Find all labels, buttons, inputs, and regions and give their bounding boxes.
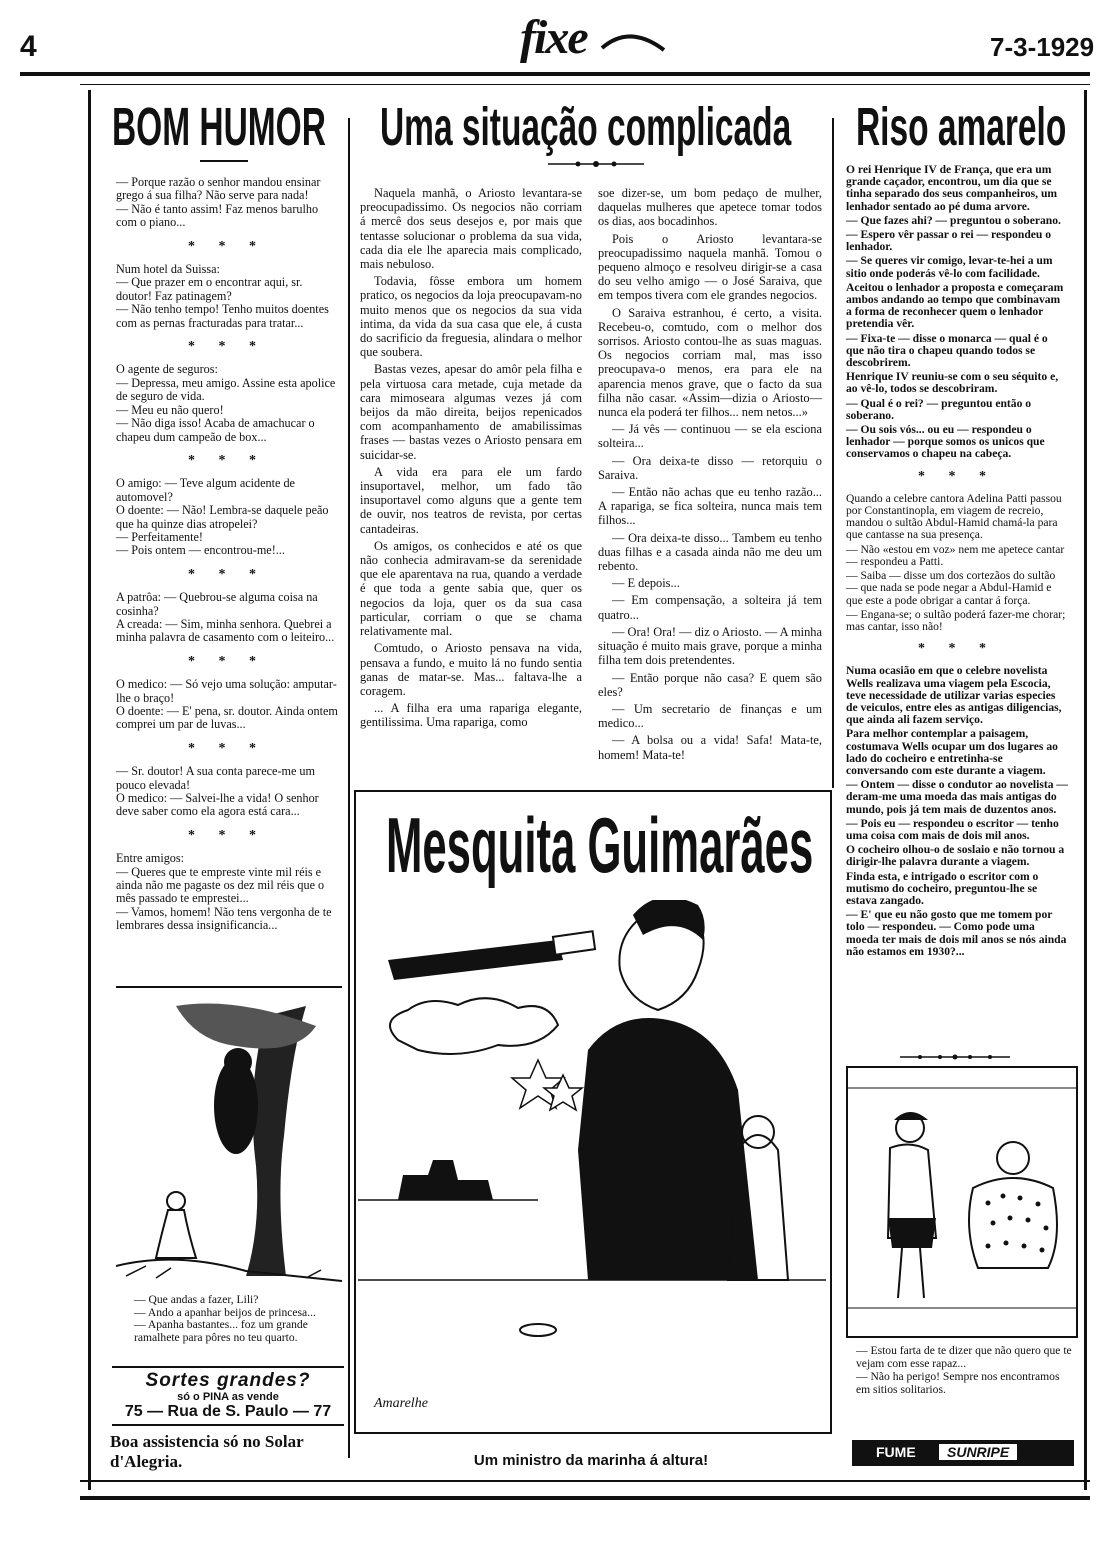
separator-stars: * * * xyxy=(188,653,266,669)
story-paragraph: — Ora deixa-te disso... Tambem eu tenho duas filhas e a casada ainda não me deu um rebento. xyxy=(598,530,822,574)
story-col-right xyxy=(598,186,822,765)
story-paragraph: — Fixa-te — disse o monarca — qual é o que não tira o chapeu quando todos se descobrirem. xyxy=(846,331,1048,370)
story-paragraph: — Já vês — continuou — se ela esciona solteira... xyxy=(598,422,822,451)
admiral-telescope-cartoon xyxy=(358,900,826,1426)
sunripe-ad xyxy=(852,1440,1074,1466)
joke: — Sr. doutor! A sua conta parece-me um pouco elevada! O medico: — Salvei-lhe a vida! O senhor deve saber como ela agora está cara... xyxy=(116,764,319,819)
column-divider xyxy=(832,118,834,788)
left-border xyxy=(88,90,91,1490)
story-paragraph: Finda esta, e intrigado o escritor com o mutismo do cocheiro, preguntou-lhe se estava zangado. xyxy=(846,869,1039,907)
story-paragraph: — Espero vêr passar o rei — respondeu o lenhador. xyxy=(846,228,1052,254)
story-paragraph: — Um secretario de finanças e um medico... xyxy=(598,701,822,731)
headline-riso-amarelo: Riso amarelo xyxy=(856,97,1067,157)
issue-date: 7-3-1929 xyxy=(990,32,1095,62)
story-paragraph: Aceitou o lenhador a proposta e começaram ambos andando ao tempo que combinavam a forma de reconhecer quem o lenhador pretendia vêr. xyxy=(846,280,1064,331)
joke: Num hotel da Suissa: — Que prazer em o encontrar aqui, sr. doutor! Faz patinagem? — Não tenho tempo! Tenho muitos doentes com as pernas fracturadas para tratar... xyxy=(116,262,329,330)
joke: O amigo: — Teve algum acidente de automovel? O doente: — Não! Lembra-se daquele peão que ha quinze dias atropelei? — Perfeitamente! — Pois ontem — encontrou-me!... xyxy=(116,476,329,558)
ornament-rule-icon xyxy=(548,158,644,170)
story-paragraph: Todavia, fôsse embora um homem pratico, os negocios da loja preocupavam-no muito menos que os negocios da sua vida intima, da vida da sua casa que ele, á custa do sacrificio da freguesia, alindara o melhor que soubera. xyxy=(360,274,582,360)
sunripe-ad-fume: FUME xyxy=(876,1444,916,1460)
logo-swash-icon xyxy=(600,28,670,54)
story-paragraph: — A bolsa ou a vida! Safa! Mata-te, homem! Mata-te! xyxy=(598,733,822,762)
story-paragraph: — Então porque não casa? E quem são eles? xyxy=(598,670,822,699)
story-paragraph: Naquela manhã, o Ariosto levantara-se preocupadissimo. Os negocios não corriam á mercê dos seus desejos e, por mais que tentasse solucionar o problema da sua vida, cada dia ele lhe aparecia mais complicado, mais nebuloso. xyxy=(360,186,582,272)
story-paragraph: — E depois... xyxy=(612,576,680,591)
separator-stars: * * * xyxy=(188,740,266,756)
story-paragraph: — Qual é o rei? — preguntou então o soberano. xyxy=(846,396,1032,422)
right-border xyxy=(1084,90,1087,1490)
jokes-column xyxy=(116,176,338,935)
story-paragraph: Pois o Ariosto levantara-se preocupadissimo naquela manhã. Tomou o pequeno almoço e resolveu dirigir-se a casa do seu velho amigo — o José Saraiva, que em tempos tivera com ele grandes negocios. xyxy=(598,231,822,303)
illustration-caption: Um ministro da marinha á altura! xyxy=(473,1452,709,1469)
story-paragraph: — Ou sois vós... ou eu — respondeu o lenhador — porque somos os unicos que conservamos o chapeu na cabeça. xyxy=(846,423,1045,461)
story-paragraph: Para melhor contemplar a paisagem, costumava Wells ocupar um dos lugares ao lado do cocheiro e entretinha-se conversando com este durante a viagem. xyxy=(846,727,1058,777)
pina-ad xyxy=(112,1366,344,1426)
separator-stars: * * * xyxy=(188,566,266,582)
pina-ad-address: 75 — Rua de S. Paulo — 77 xyxy=(124,1403,332,1420)
joke: A patrôa: — Quebrou-se alguma coisa na cosinha? A creada: — Sim, minha senhora. Quebrei a minha palavra de casamento com o leiteiro... xyxy=(116,590,335,645)
story-paragraph: Henrique IV reuniu-se com o seu séquito e, ao vê-lo, todos se descobriram. xyxy=(846,370,1059,396)
joke: Entre amigos: — Queres que te empreste vinte mil réis e ainda não me pagaste os dez mil réis que o mês passado te emprestei... — Vamos, homem! Não tens vergonha de te lembrares dessa insignificancia... xyxy=(116,851,332,933)
story-paragraph: — E' que eu não gosto que me tomem por tolo — respondeu. — Como pode uma moeda ter mais de dois mil anos se nós ainda não estamos em 1930?... xyxy=(846,908,1067,958)
bottom-rule-thick xyxy=(80,1496,1090,1500)
story-paragraph: ... A filha era uma rapariga elegante, gentilissima. Uma rapariga, como xyxy=(360,701,582,730)
story-paragraph: — Ora deixa-te disso — retorquiu o Saraiva. xyxy=(598,453,822,482)
story-paragraph: Os amigos, os conhecidos e até os que não conhecia admiravam-se da serenidade que ele aparentava na rua, quando a verdade é que toda a gente sabia que, quer os negocios da loja, quer os da sua casa particular, corriam o que se chama relativamente mal. xyxy=(360,538,582,639)
headline-situacao: Uma situação complicada xyxy=(380,97,792,157)
cartoon-caption-lili: — Que andas a fazer, Lili? — Ando a apanhar beijos de princesa... — Apanha bastantes... foz um grande ramalhete para pôres no teu quarto. xyxy=(134,1293,316,1344)
headline-bom-humor: BOM HUMOR xyxy=(112,97,326,157)
story-paragraph: — Em compensação, a solteira já tem quatro... xyxy=(598,593,822,622)
separator-stars: * * * xyxy=(188,827,266,843)
joke: — Porque razão o senhor mandou ensinar grego á sua filha? Não serve para nada! — Não é tanto assim! Faz menos barulho com o piano... xyxy=(116,175,321,230)
sunripe-ad-brand: SUNRIPE xyxy=(938,1443,1018,1461)
story-paragraph: O Saraiva estranhou, é certo, a visita. Recebeu-o, comtudo, com o melhor dos sorrisos. Ariosto contou-lhe as suas maguas. Os negocios corriam mal, mas isso preocupava-o menos, era para ele na aparencia menos grave, que o facto da sua filha não casar. «Assim—dizia o Ariosto—nunca ela poderá ter filhos... nem netos...» xyxy=(598,305,822,420)
bottom-rule xyxy=(80,1480,1090,1482)
cartoon-rule xyxy=(116,986,342,988)
story-paragraph: — Ontem — disse o condutor ao novelista — deram-me uma moeda das mais antigas do mundo, pois já tem mais de duzentos anos. xyxy=(846,778,1069,816)
pina-ad-sub: só o PINA as vende xyxy=(177,1391,279,1403)
illustrator-signature: Amarelhe xyxy=(374,1396,428,1411)
ornament-rule-icon xyxy=(900,1052,1010,1062)
story-paragraph: Comtudo, o Ariosto pensava na vida, pensava a fundo, e muito lá no fundo sentia ganas de matar-se. Mas... faltava-lhe a coragem. xyxy=(360,641,582,698)
illustration-title: Mesquita Guimarães xyxy=(386,801,814,889)
story-paragraph: — Não «estou em voz» nem me apetece cantar — respondeu a Patti. xyxy=(846,542,1065,568)
riso-henrique xyxy=(846,164,1068,960)
page-number: 4 xyxy=(20,30,37,63)
story-paragraph: — Ora! Ora! — diz o Ariosto. — A minha situação é muito mais grave, porque a minha filha tem dois pretendentes. xyxy=(598,624,822,668)
story-col-left xyxy=(360,186,582,733)
story-paragraph: — Engana-se; o sultão poderá fazer-me chorar; mas cantar, isso não! xyxy=(846,607,1066,633)
separator-stars: * * * xyxy=(918,641,996,657)
two-women-cartoon xyxy=(848,1068,1076,1336)
story-paragraph: soe dizer-se, um bom pedaço de mulher, daquelas mulheres que apetece tomar todos os dias, aos bocadinhos. xyxy=(598,186,822,229)
story-paragraph: — Se queres vir comigo, levar-te-hei a um sitio onde poderás vê-lo com facilidade. xyxy=(846,254,1053,280)
newspaper-logo: fixe xyxy=(520,11,587,64)
women-cartoon-frame xyxy=(846,1066,1078,1338)
separator-stars: * * * xyxy=(918,468,996,484)
pina-ad-headline: Sortes grandes? xyxy=(145,1370,311,1391)
joke: O agente de seguros: — Depressa, meu amigo. Assine esta apolice de seguro de vida. — Meu eu não quero! — Não diga isso! Acaba de amachucar o chapeu dum campeão de box... xyxy=(116,362,336,444)
story-paragraph: — Então não achas que eu tenho razão... A rapariga, se fica solteira, nunca mais tem filhos... xyxy=(598,485,822,528)
separator-stars: * * * xyxy=(188,452,266,468)
top-rule xyxy=(20,72,1090,76)
story-paragraph: Bastas vezes, apesar do amôr pela filha e pela virtuosa cara metade, cuja metade da cara mimoseara algumas vezes já com beijos da mão direita, beijos repenicados com acompanhamento de amabilissimas frases — bastas vezes o Ariosto pensara em suicidar-se. xyxy=(360,362,582,462)
joke: O medico: — Só vejo uma solução: amputar-lhe o braço! O doente: — E' pena, sr. doutor. Ainda ontem comprei um par de luvas... xyxy=(116,677,338,732)
headline-rule xyxy=(200,160,248,162)
separator-stars: * * * xyxy=(188,339,266,355)
story-paragraph: — Pois eu — respondeu o escritor — tenho uma coisa com mais de dois mil anos. xyxy=(846,816,1059,842)
story-paragraph: Numa ocasião em que o celebre novelista Wells realizava uma viagem pela Escocia, teve necessidade de utilizar varias especies de veiculos, entre eles as antigas diligencias, que ainda ali fazem serviço. xyxy=(846,664,1062,727)
story-paragraph: — Que fazes ahi? — preguntou o soberano. xyxy=(846,213,1061,227)
story-paragraph: Quando a celebre cantora Adelina Patti passou por Constantinopla, em viagem de recreio, mandou o sultão Abdul-Hamid chamá-la para que cantasse na sua presença. xyxy=(846,491,1062,542)
story-paragraph: — Saiba — disse um dos cortezãos do sultão — que nada se pode negar a Abdul-Hamid e que este a pode obrigar a cantar á força. xyxy=(846,569,1056,607)
story-paragraph: A vida era para ele um fardo insuportavel, melhor, um fado tão insuportavel como alguns que a gente tem de ouvir, nos teatros de revista, por certas cantadeiras. xyxy=(360,464,582,536)
solar-alegria-ad: Boa assistencia só no Solar d'Alegria. xyxy=(110,1432,304,1471)
top-rule-thin xyxy=(80,84,1090,85)
story-paragraph: O cocheiro olhou-o de soslaio e não tornou a dirigir-lhe palavra durante a viagem. xyxy=(846,843,1065,869)
lovers-tree-cartoon xyxy=(116,996,342,1286)
cartoon-caption-women: — Estou farta de te dizer que não quero que te vejam com esse rapaz... — Não ha perigo! Sempre nos encontramos em sitios solitarios. xyxy=(856,1344,1072,1396)
column-divider xyxy=(348,118,350,1458)
story-paragraph: O rei Henrique IV de França, que era um grande caçador, encontrou, um dia que se tinha separado dos seus companheiros, um lenhador sentado ao pé duma arvore. xyxy=(846,163,1058,213)
separator-stars: * * * xyxy=(188,238,266,254)
